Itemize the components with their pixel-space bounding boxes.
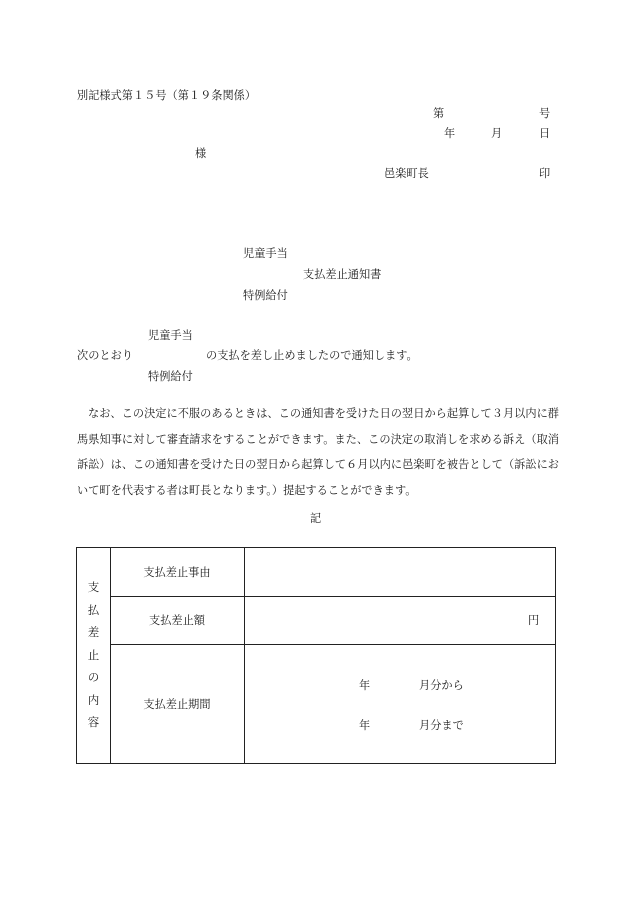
amount-label: 支払差止額 [149, 614, 205, 627]
side-label [77, 548, 110, 763]
side-label-char: 支 [87, 580, 100, 595]
seal-mark: 印 [539, 167, 551, 180]
issuer-name: 邑楽町長 [384, 167, 429, 180]
suspension-details-table [76, 547, 556, 764]
side-label-char: 止 [87, 647, 100, 662]
side-label-char: 差 [87, 625, 100, 640]
period-to-year: 年 [359, 719, 371, 732]
side-label-char: 容 [87, 715, 100, 730]
title-option-child-allowance: 児童手当 [243, 247, 288, 260]
document-title: 支払差止通知書 [303, 268, 382, 281]
period-to-month: 月分まで [419, 719, 464, 732]
amount-unit: 円 [528, 614, 540, 627]
date-year: 年 [444, 127, 456, 140]
notice-option-child-allowance: 児童手当 [148, 329, 193, 342]
number-suffix: 号 [539, 107, 551, 120]
title-option-special-benefit: 特例給付 [243, 289, 288, 302]
side-label-char: 内 [87, 692, 100, 707]
number-prefix: 第 [433, 107, 445, 120]
amount-value-field[interactable] [245, 596, 555, 644]
date-day: 日 [539, 127, 551, 140]
appeal-paragraph: なお、この決定に不服のあるときは、この通知書を受けた日の翌日から起算して３月以内に群馬県知事に対して審査請求をすることができます。また、この決定の取消しを求める訴え（取消訴訟）は、この通知書を受けた日の翌日から起算して６月以内に邑楽町を被告として（訴訟において町を代表する者は町長となります。）提起することができます。 [77, 407, 559, 497]
addressee-honorific: 様 [195, 147, 207, 160]
reason-label: 支払差止事由 [143, 566, 211, 579]
notice-suffix: の支払を差し止めましたので通知します。 [206, 349, 418, 362]
form-number-header: 別記様式第１５号（第１９条関係） [77, 89, 257, 102]
side-label-char: 払 [87, 602, 100, 617]
period-value-field[interactable] [245, 644, 555, 764]
ki-heading: 記 [310, 512, 322, 525]
reason-value-field[interactable] [245, 548, 555, 596]
period-label: 支払差止期間 [143, 698, 211, 711]
notice-prefix: 次のとおり [77, 349, 133, 362]
period-from-month: 月分から [419, 679, 464, 692]
notice-option-special-benefit: 特例給付 [148, 370, 193, 383]
period-from-year: 年 [359, 679, 371, 692]
date-month: 月 [491, 127, 503, 140]
side-label-char: の [87, 670, 100, 685]
